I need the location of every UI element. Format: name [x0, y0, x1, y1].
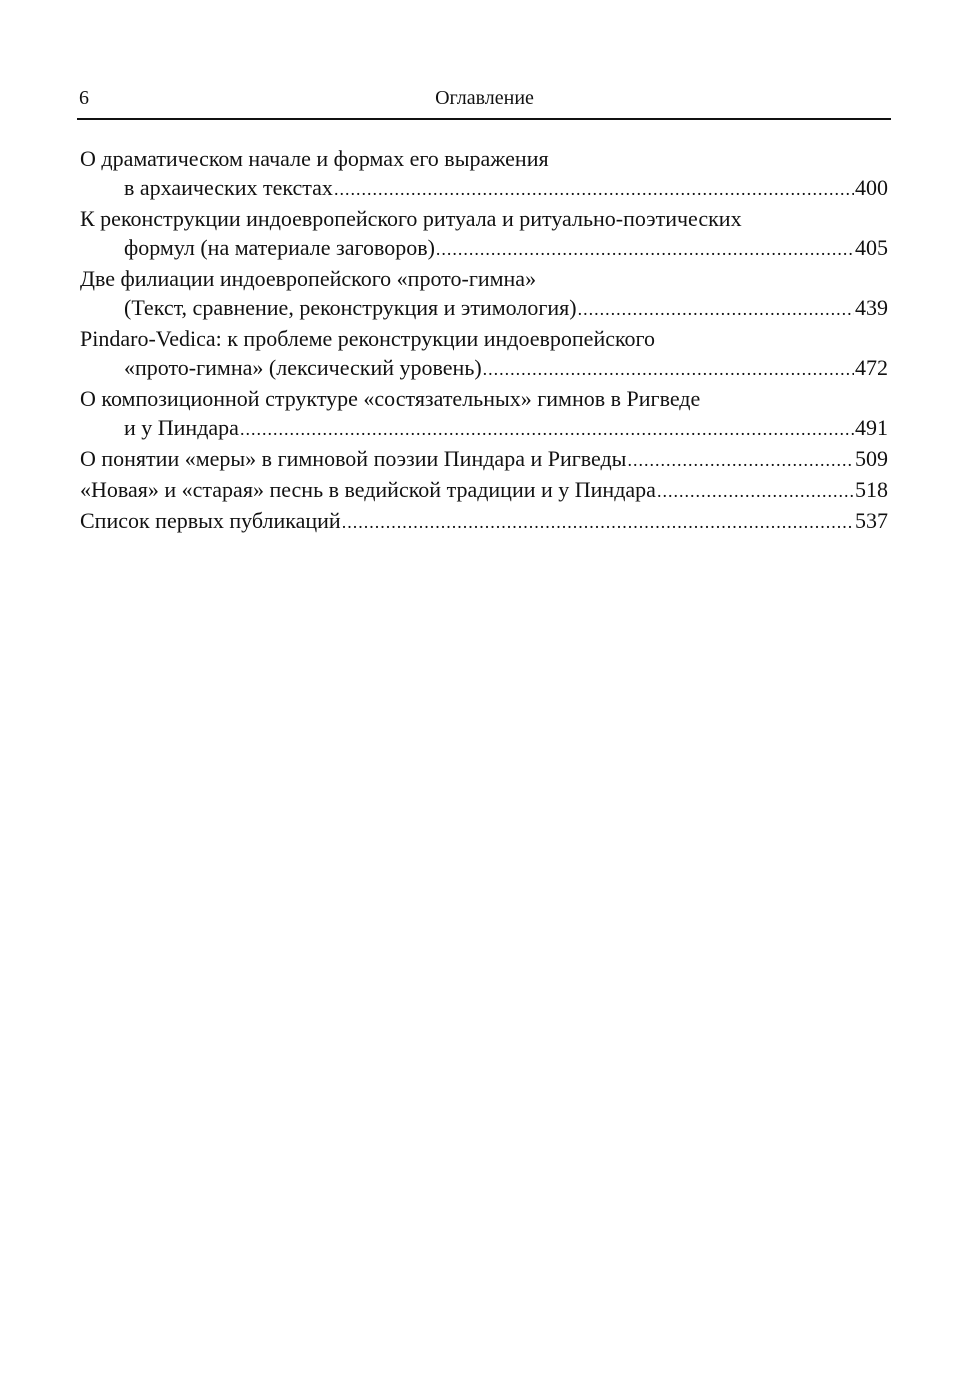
page-header — [79, 84, 890, 114]
toc-entry — [80, 506, 888, 537]
toc-entry-continuation — [80, 413, 888, 444]
dot-leader — [627, 446, 854, 475]
toc-entry-title-line: «прото-гимна» (лексический уровень) — [124, 355, 482, 380]
toc-entry-title-line: в архаических текстах — [124, 175, 333, 200]
toc-entry — [80, 204, 888, 264]
toc-entry-title-line: «Новая» и «старая» песнь в ведийской традиции и у Пиндара — [80, 477, 656, 502]
toc-entry-line — [80, 506, 888, 537]
dot-leader — [334, 175, 854, 204]
dot-leader — [578, 295, 854, 324]
running-title: Оглавление — [435, 87, 534, 109]
toc-entry-continuation — [80, 353, 888, 384]
header-rule — [77, 118, 891, 120]
toc-page-number: 400 — [855, 175, 888, 200]
toc-entry — [80, 384, 888, 444]
toc-page-number: 518 — [855, 477, 888, 502]
toc-entry-title-line: О понятии «меры» в гимновой поэзии Пиндара и Ригведы — [80, 446, 627, 471]
toc-entry-title-line: О композиционной структуре «состязательных» гимнов в Ригведе — [80, 386, 701, 411]
toc-entry — [80, 324, 888, 384]
toc-entry-line — [80, 444, 888, 475]
toc-entry-continuation — [80, 293, 888, 324]
toc-page-number: 491 — [855, 415, 888, 440]
dot-leader — [436, 235, 854, 264]
toc-entry-title-line: формул (на материале заговоров) — [124, 235, 435, 260]
toc-entry-title-line: О драматическом начале и формах его выражения — [80, 146, 549, 171]
toc-page-number: 472 — [855, 355, 888, 380]
table-of-contents — [80, 144, 888, 537]
toc-entry-continuation — [80, 173, 888, 204]
toc-page-number: 537 — [855, 508, 888, 533]
toc-entry-continuation — [80, 233, 888, 264]
toc-entry-title-line: и у Пиндара — [124, 415, 239, 440]
toc-entry — [80, 444, 888, 475]
dot-leader — [342, 508, 854, 537]
toc-entry-title-line: (Текст, сравнение, реконструкция и этимология) — [124, 295, 577, 320]
toc-entry-title-line: Pindaro-Vedica: к проблеме реконструкции индоевропейского — [80, 326, 656, 351]
toc-entry-title-line: Список первых публикаций — [80, 508, 341, 533]
toc-entry — [80, 475, 888, 506]
toc-entry — [80, 144, 888, 204]
dot-leader — [657, 477, 854, 506]
toc-entry-title-line: Две филиации индоевропейского «прото-гимна» — [80, 266, 537, 291]
toc-page-number: 405 — [855, 235, 888, 260]
dot-leader — [483, 355, 854, 384]
toc-page-number: 439 — [855, 295, 888, 320]
toc-entry — [80, 264, 888, 324]
dot-leader — [240, 415, 854, 444]
toc-entry-line — [80, 475, 888, 506]
page-number: 6 — [79, 87, 89, 109]
toc-entry-title-line: К реконструкции индоевропейского ритуала и ритуально-поэтических — [80, 206, 742, 231]
toc-page-number: 509 — [855, 446, 888, 471]
